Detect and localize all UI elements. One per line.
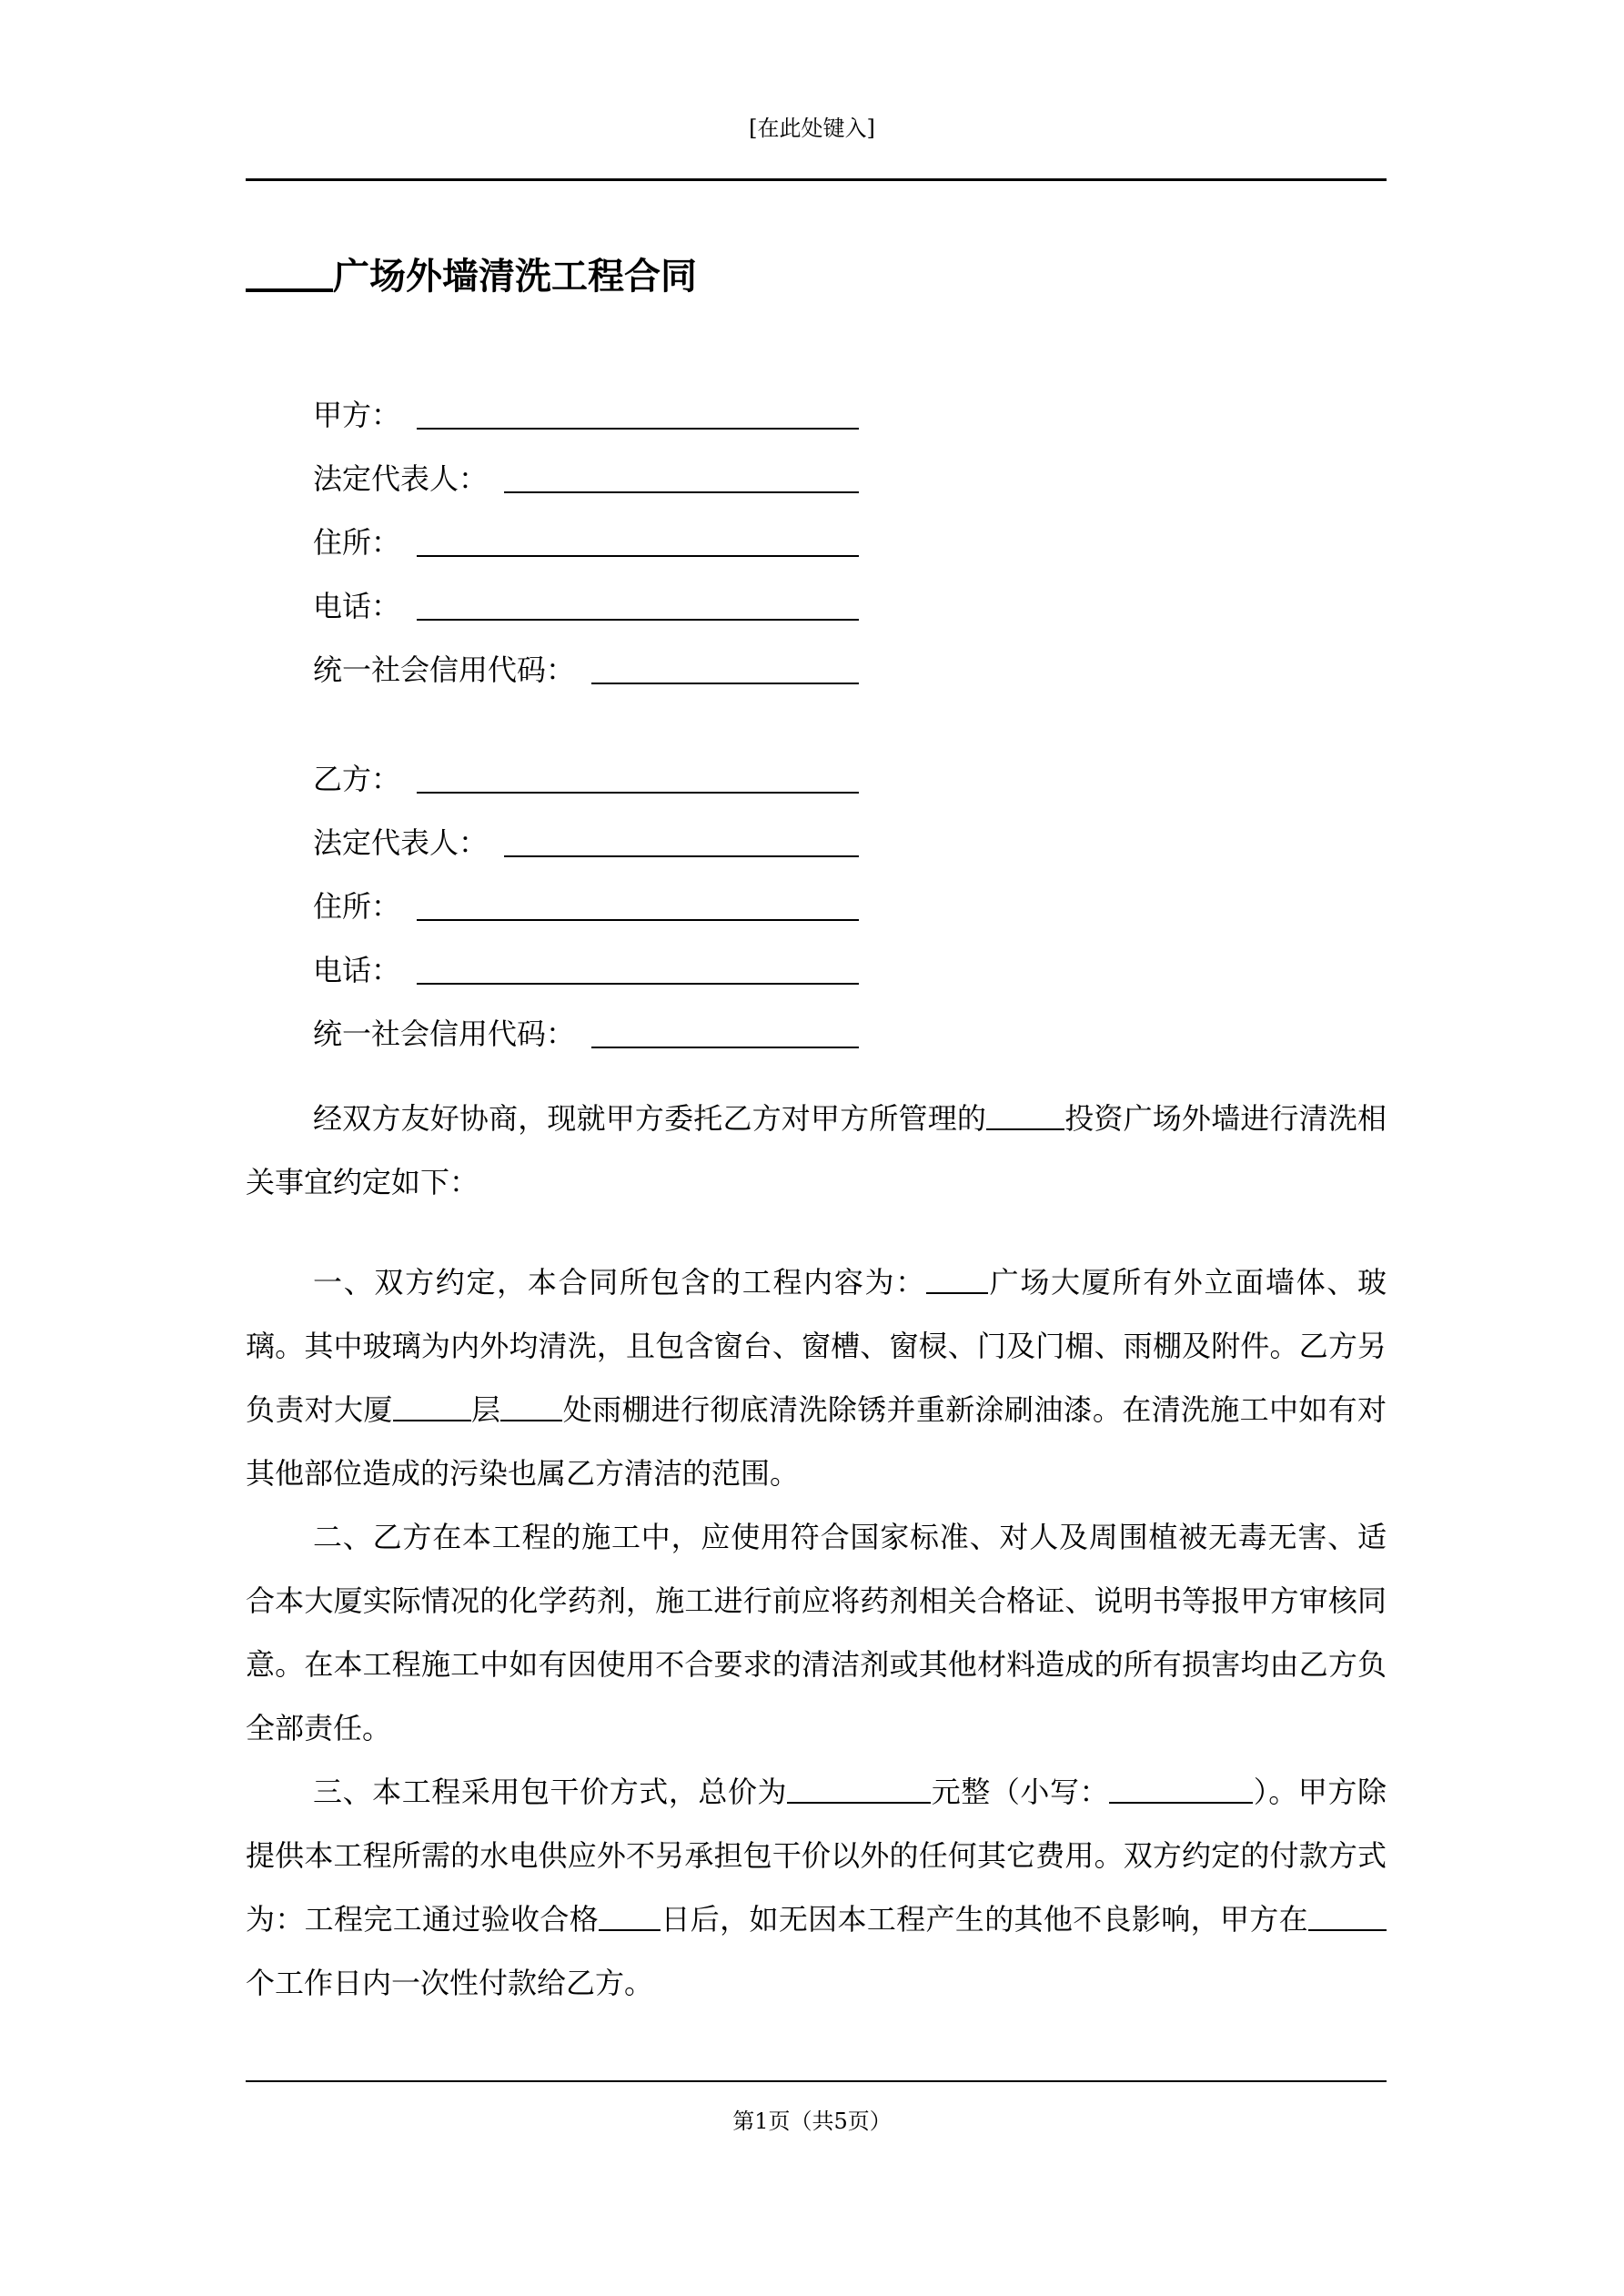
party-b-name-row: [313, 735, 859, 799]
field-label: 住所：: [313, 525, 401, 560]
party-b-address-row: [313, 863, 859, 926]
party-b-representative-row: [313, 799, 859, 863]
clause-text: 处雨棚进行彻底清洗除锈并重新涂刷油漆。在清洗施工中如有对其他部位造成的污染也属乙方清洁的范围。: [246, 1392, 1387, 1491]
field-label: 电话：: [313, 589, 401, 623]
party-b-name-field[interactable]: [417, 759, 859, 794]
party-b-representative-field[interactable]: [504, 823, 859, 857]
payment-days-blank[interactable]: [1308, 1902, 1387, 1931]
page-number: 第1页（共5页）: [732, 2109, 892, 2134]
party-a-representative-row: [313, 435, 859, 499]
clause-text: 层: [470, 1392, 501, 1427]
party-a-phone-row: [313, 562, 859, 626]
clause-text: 三、本工程采用包干价方式，总价为: [313, 1775, 788, 1809]
clauses-section: [246, 1250, 1387, 2015]
header-divider: [246, 178, 1387, 181]
intro-section: [246, 1087, 1387, 1214]
footer-divider: [246, 2080, 1387, 2082]
field-label: 统一社会信用代码：: [313, 652, 576, 687]
acceptance-days-blank[interactable]: [599, 1902, 661, 1931]
clause-1: [246, 1250, 1387, 1505]
intro-text: 投资广场外墙进行清洗相关事宜约定如下：: [246, 1101, 1387, 1199]
total-price-numeric-blank[interactable]: [1109, 1775, 1253, 1804]
document-title: [246, 251, 697, 302]
clause-text: 元整（小写：: [931, 1775, 1110, 1809]
field-label: 法定代表人：: [313, 461, 489, 496]
field-label: 电话：: [313, 953, 401, 987]
party-b-phone-field[interactable]: [417, 950, 859, 985]
intro-paragraph: [246, 1087, 1387, 1214]
clause-text: 一、双方约定，本合同所包含的工程内容为：: [313, 1265, 926, 1300]
party-a-section: [313, 371, 859, 690]
party-a-address-field[interactable]: [417, 522, 859, 557]
party-a-address-row: [313, 499, 859, 562]
party-a-credit-code-row: [313, 626, 859, 690]
floor-blank[interactable]: [393, 1392, 471, 1421]
field-label: 甲方：: [313, 398, 401, 432]
clause-text: 个工作日内一次性付款给乙方。: [246, 1966, 654, 2000]
party-b-credit-code-row: [313, 990, 859, 1054]
clause-text: 日后，如无因本工程产生的其他不良影响，甲方在: [661, 1902, 1308, 1937]
plaza-name-blank[interactable]: [926, 1265, 988, 1294]
field-label: 乙方：: [313, 762, 401, 796]
party-b-credit-code-field[interactable]: [591, 1014, 859, 1048]
location-blank[interactable]: [500, 1392, 562, 1421]
clause-3: [246, 1760, 1387, 2015]
field-label: 统一社会信用代码：: [313, 1017, 576, 1051]
party-b-section: [313, 735, 859, 1054]
party-b-phone-row: [313, 926, 859, 990]
clause-text: 广场大厦所有外立面墙体、玻璃。其中玻璃为内外均清洗，且包含窗台、窗槽、窗棂、门及门楣、雨棚及附件。乙方另负责对大厦: [246, 1265, 1387, 1427]
party-a-name-field[interactable]: [417, 395, 859, 430]
clause-2: 二、乙方在本工程的施工中，应使用符合国家标准、对人及周围植被无毒无害、适合本大厦实际情况的化学药剂，施工进行前应将药剂相关合格证、说明书等报甲方审核同意。在本工程施工中如有因使用不合要求的清洁剂或其他材料造成的所有损害均由乙方负全部责任。: [246, 1520, 1387, 1745]
investment-name-blank[interactable]: [986, 1101, 1064, 1130]
field-label: 住所：: [313, 889, 401, 924]
field-label: 法定代表人：: [313, 825, 489, 860]
intro-text: 经双方友好协商，现就甲方委托乙方对甲方所管理的: [313, 1101, 987, 1136]
title-text: 广场外墙清洗工程合同: [333, 256, 697, 298]
total-price-uppercase-blank[interactable]: [787, 1775, 931, 1804]
party-a-phone-field[interactable]: [417, 586, 859, 621]
title-blank[interactable]: [246, 252, 333, 292]
page-header: [在此处键入]: [749, 116, 875, 141]
party-a-name-row: [313, 371, 859, 435]
party-a-representative-field[interactable]: [504, 459, 859, 493]
party-a-credit-code-field[interactable]: [591, 650, 859, 684]
party-b-address-field[interactable]: [417, 886, 859, 921]
clause-text: ）。甲方除提供本工程所需的水电供应外不另承担包干价以外的任何其它费用。双方约定的付款方式为：工程完工通过验收合格: [246, 1775, 1387, 1937]
